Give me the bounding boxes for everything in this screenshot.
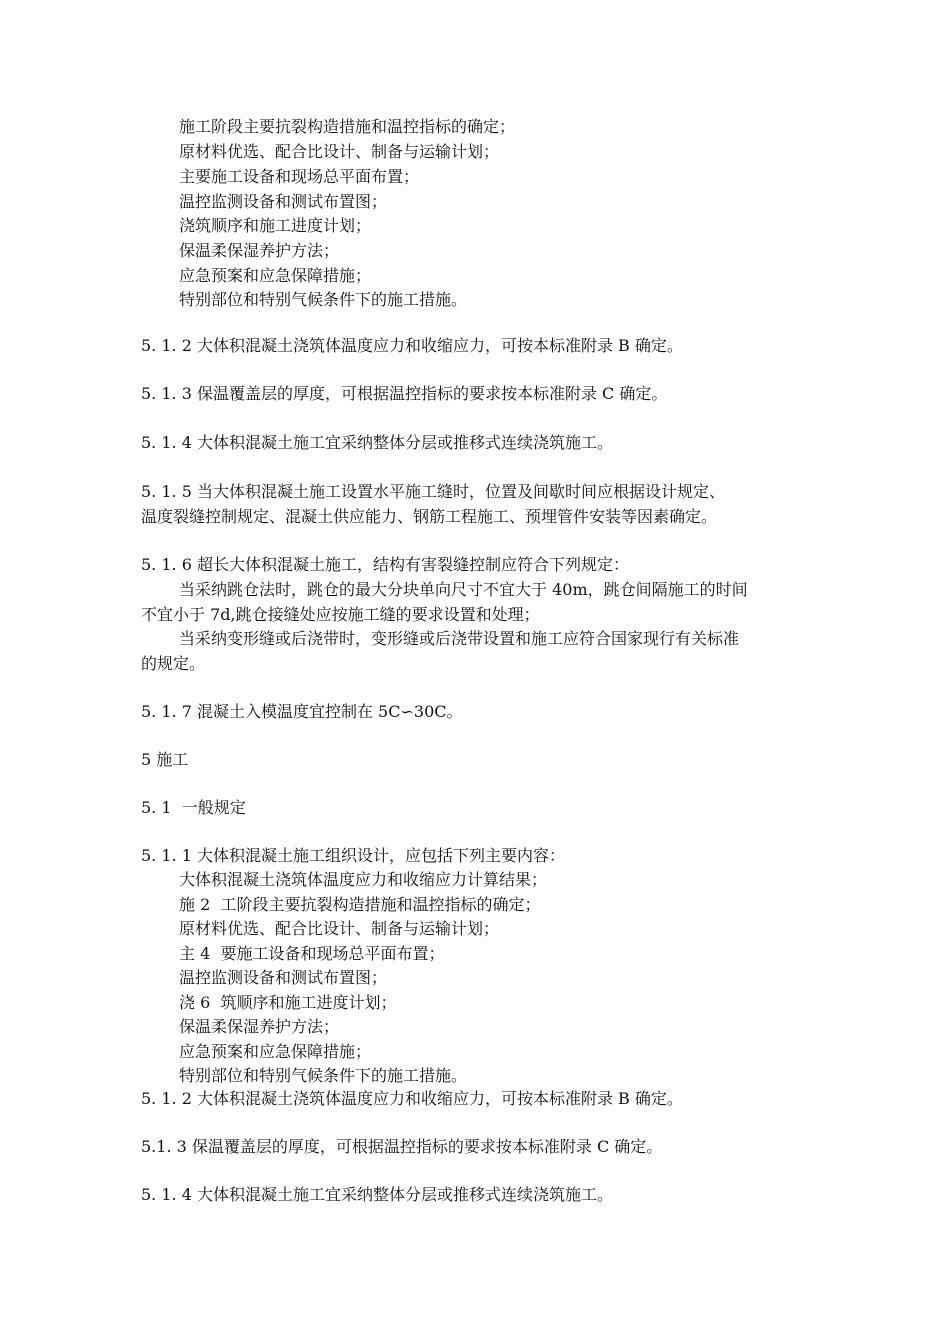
clause-5-1-5-line-1: 5. 1. 5 当大体积混凝土施工设置水平施工缝时，位置及间歇时间应根据设计规定、 [141,482,725,501]
list-item: 原材料优选、配合比设计、制备与运输计划； [179,142,500,161]
clause-5-1-6-line: 不宜小于 7d,跳仓接缝处应按施工缝的要求设置和处理； [141,605,540,624]
clause-5-1-2: 5. 1. 2 大体积混凝土浇筑体温度应力和收缩应力，可按本标准附录 B 确定。 [141,1089,683,1108]
list-item: 特别部位和特别气候条件下的施工措施。 [179,290,468,309]
list-item: 浇 6 筑顺序和施工进度计划； [179,993,397,1012]
clause-5-1-6-line: 当采纳变形缝或后浇带时，变形缝或后浇带设置和施工应符合国家现行有关标准 [179,629,740,648]
clause-5-1-5-line-2: 温度裂缝控制规定、混凝土供应能力、钢筋工程施工、预埋管件安装等因素确定。 [141,507,718,526]
list-item: 施 2 工阶段主要抗裂构造措施和温控指标的确定； [179,895,541,914]
list-item: 浇筑顺序和施工进度计划； [179,216,372,235]
list-item: 保温柔保湿养护方法； [179,241,340,260]
list-item: 大体积混凝土浇筑体温度应力和收缩应力计算结果； [179,870,548,889]
list-item: 主要施工设备和现场总平面布置； [179,167,420,186]
clause-5-1-1-heading: 5. 1. 1 大体积混凝土施工组织设计，应包括下列主要内容： [141,846,565,865]
clause-5-1-3: 5. 1. 3 保温覆盖层的厚度，可根据温控指标的要求按本标准附录 C 确定。 [141,384,668,403]
section-heading: 5 施工 [141,750,189,769]
clause-5-1-3: 5.1. 3 保温覆盖层的厚度，可根据温控指标的要求按本标准附录 C 确定。 [141,1137,663,1156]
clause-5-1-4: 5. 1. 4 大体积混凝土施工宜采纳整体分层或推移式连续浇筑施工。 [141,1185,613,1204]
clause-5-1-2: 5. 1. 2 大体积混凝土浇筑体温度应力和收缩应力，可按本标准附录 B 确定。 [141,336,683,355]
subsection-heading: 5. 1 一般规定 [141,798,246,817]
clause-5-1-6-line: 的规定。 [141,654,206,673]
clause-5-1-6-heading: 5. 1. 6 超长大体积混凝土施工，结构有害裂缝控制应符合下列规定： [141,555,629,574]
clause-5-1-7: 5. 1. 7 混凝土入模温度宜控制在 5C∽30C。 [141,702,463,721]
list-item: 特别部位和特别气候条件下的施工措施。 [179,1066,468,1085]
list-item: 应急预案和应急保障措施； [179,1042,372,1061]
list-item: 温控监测设备和测试布置图； [179,192,388,211]
list-item: 主 4 要施工设备和现场总平面布置； [179,944,445,963]
list-item: 应急预案和应急保障措施； [179,266,372,285]
list-item: 施工阶段主要抗裂构造措施和温控指标的确定； [179,117,516,136]
clause-5-1-4: 5. 1. 4 大体积混凝土施工宜采纳整体分层或推移式连续浇筑施工。 [141,433,613,452]
clause-5-1-6-line: 当采纳跳仓法时，跳仓的最大分块单向尺寸不宜大于 40m，跳仓间隔施工的时间 [179,580,748,599]
list-item: 温控监测设备和测试布置图； [179,968,388,987]
list-item: 原材料优选、配合比设计、制备与运输计划； [179,919,500,938]
list-item: 保温柔保湿养护方法； [179,1017,340,1036]
